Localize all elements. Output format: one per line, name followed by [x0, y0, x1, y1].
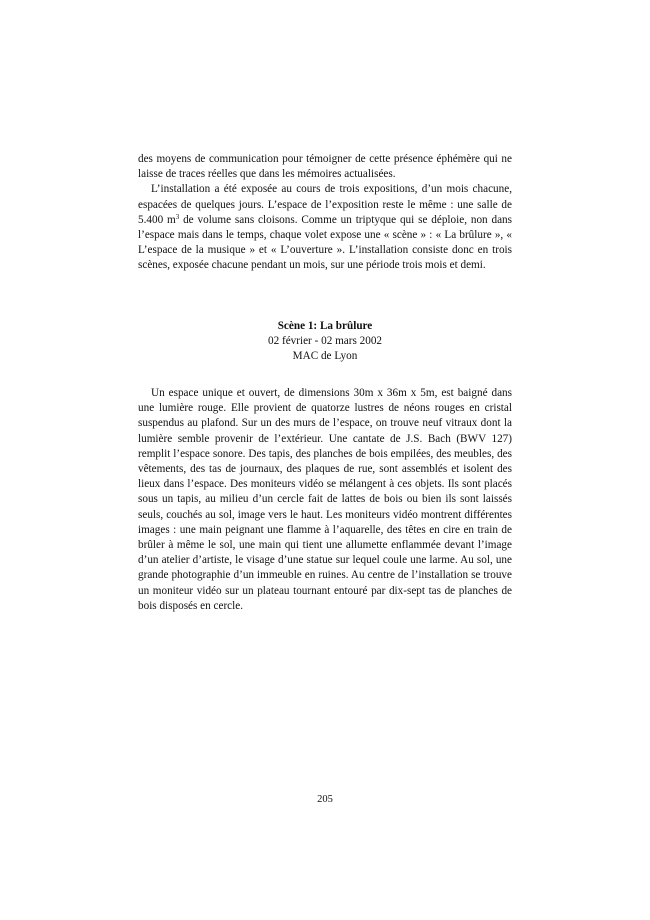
scene-location: MAC de Lyon	[292, 350, 358, 363]
scene-title: Scène 1: La brûlure	[277, 320, 373, 332]
paragraph-installation-text-b: de volume sans cloisons. Comme un triptyque qui se déploie, non dans l’espace mais dans le temps, chaque volet expose une « scène » : « La brûlure », « L’espace de la musique » et « L’ouverture ». L’installation consiste donc en trois scènes, exposée chacune pendant un mois, sur une période trois mois et demi.	[138, 213, 513, 272]
paragraph-installation-text-a: L’installation a été exposée au cours de trois expositions, d’un mois chacune, espacées de quelques jours. L’espace de l’exposition reste le même : une salle de 5.400 m	[138, 183, 512, 226]
paragraph-scene-description: Un espace unique et ouvert, de dimensions 30m x 36m x 5m, est baigné dans une lumière rouge. Elle provient de quatorze lustres de néons rouges en cristal suspendus au plafond. Sur un des murs de l’espace, on trouve neuf vitraux dont la lumière semble provenir de l’extérieur. Une cantate de J.S. Bach (BWV 127) remplit l’espace sonore. Des tapis, des planches de bois empilées, des meubles, des vêtements, des tas de journaux, des plaques de rue, sont assemblés et isolent des lieux dans l’espace. Des moniteurs vidéo se mélangent à ces objets. Ils sont placés sous un tapis, au milieu d’un cercle fait de lattes de bois ou bien ils sont laissés seuls, couchés au sol, image vers le haut. Les moniteurs vidéo montrent différentes images : une main peignant une flamme à l’aquarelle, des têtes en cire en train de brûler à même le sol, une main qui tient une allumette enflammée devant l’image d’un atelier d’artiste, le visage d’une statue sur lequel coule une larme. Au sol, une grande photographie d’un immeuble en ruines. Au centre de l’installation se trouve un moniteur vidéo sur un plateau tournant entouré par dix-sept tas de planches de bois disposés en cercle.	[138, 387, 512, 612]
cubic-exponent: 3	[175, 212, 180, 221]
intro-text-block	[138, 152, 512, 274]
scene-dates: 02 février - 02 mars 2002	[267, 335, 383, 348]
paragraph-installation	[138, 182, 512, 273]
scene-description-block	[138, 386, 512, 614]
page-number: 205	[317, 794, 333, 805]
paragraph-continuation: des moyens de communication pour témoigner de cette présence éphémère qui ne laisse de traces réelles que dans les mémoires actualisées.	[138, 153, 512, 181]
scene-heading	[138, 319, 512, 365]
